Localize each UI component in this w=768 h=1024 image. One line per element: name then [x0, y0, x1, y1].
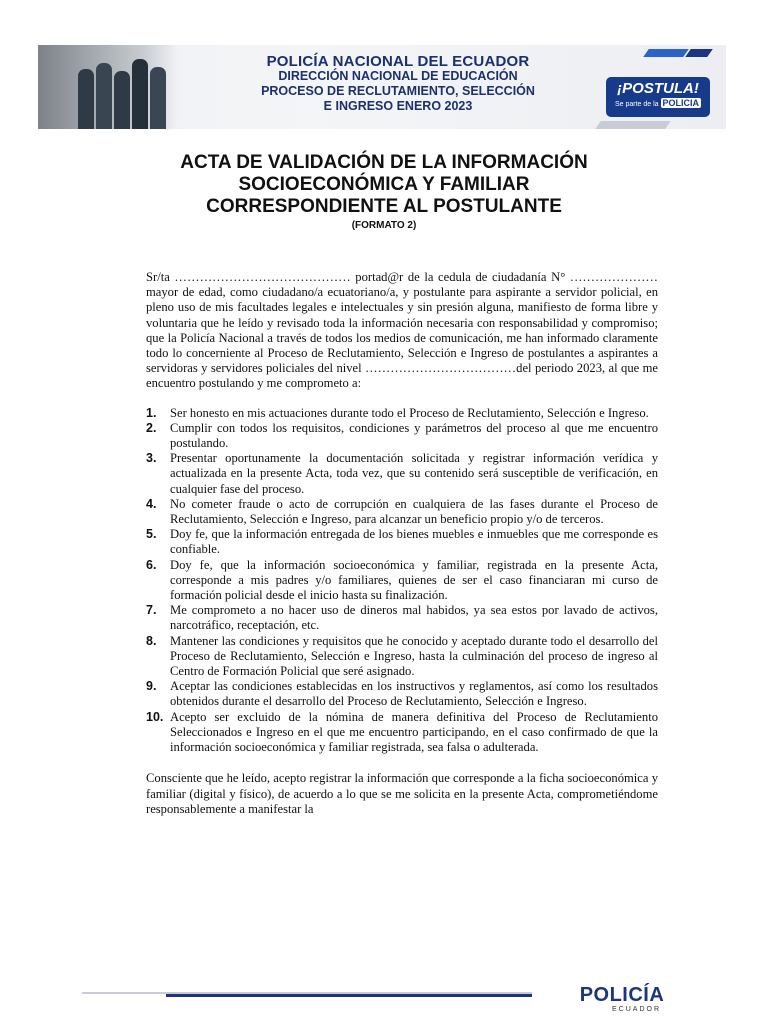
item-number: 7. — [146, 603, 157, 618]
header-titles — [208, 54, 588, 114]
item-text: Mantener las condiciones y requisitos que he conocido y aceptado durante todo el desarrollo del Proceso de Reclutamiento, Selección e Ingreso, hasta la culminación del proceso de ingreso al Centro de Formación Policial que seré asignado. — [170, 633, 658, 679]
item-text: Me comprometo a no hacer uso de dineros mal habidos, ya sea estos por lavado de activos, narcotráfico, receptación, etc. — [170, 603, 658, 633]
item-number: 6. — [146, 557, 157, 572]
list-item — [146, 558, 658, 604]
list-item — [146, 451, 658, 497]
item-text: Cumplir con todos los requisitos, condiciones y parámetros del proceso al que me encuentro postulando. — [170, 420, 658, 451]
badge-sub-text: Se parte de la — [614, 101, 659, 108]
footer-divider-accent — [166, 994, 532, 997]
closing-paragraph: Consciente que he leído, acepto registrar la información que corresponde a la ficha socioeconómica y familiar (digital y físico), de acuerdo a lo que se me solicita en la presente Acta, comprometiéndome responsablemente a manifestar la — [146, 771, 658, 816]
logo-text: POLICÍA — [579, 984, 665, 1006]
title-line-2: SOCIOECONÓMICA Y FAMILIAR — [238, 174, 530, 195]
header-line-1: POLICÍA NACIONAL DEL ECUADOR — [266, 53, 530, 70]
officers-photo — [38, 45, 178, 129]
item-text: No cometer fraude o acto de corrupción en cualquiera de las fases durante el Proceso de Reclutamiento, Selección e Ingreso, para alcanzar un beneficio propio y/o de terceros. — [170, 496, 658, 527]
decor-stripe — [595, 121, 671, 129]
list-item — [146, 421, 658, 451]
list-item — [146, 679, 658, 709]
item-text: Doy fe, que la información entregada de los bienes muebles e inmuebles que me corresponde es confiable. — [170, 527, 658, 557]
commitments-list — [146, 406, 658, 756]
item-number: 3. — [146, 451, 157, 466]
item-number: 5. — [146, 527, 157, 542]
list-item — [146, 497, 658, 527]
badge-brand: POLICIA — [662, 98, 700, 108]
item-number: 1. — [146, 405, 157, 420]
item-text: Presentar oportunamente la documentación solicitada y registrar información verídica y actualizada en la presente Acta, toda vez, que su contenido será susceptible de verificación, en cualquier fase del proceso. — [170, 451, 658, 496]
format-label: (FORMATO 2) — [351, 220, 417, 231]
item-text: Aceptar las condiciones establecidas en los instructivos y reglamentos, así como los resultados obtenidos durante el desarrollo del Proceso de Reclutamiento, Selección e Ingreso. — [170, 679, 658, 709]
document-body — [146, 270, 658, 817]
intro-paragraph: Sr/ta …………………………………… portad@r de la cedula de ciudadanía N° …………………mayor de edad, como ciudadano/a ecuatoriano/a, y postulante para aspirante a servidor policial, en pleno uso de mis facultades legales e intelectuales y sin presión alguna, manifiesto de forma libre y voluntaria que he leído y revisado toda la información necesaria con responsabilidad y compromiso; que la Policía Nacional a través de todos los medios de comunicación, me han informado claramente todo lo concerniente al Proceso de Reclutamiento, Selección e Ingreso de postulantes a aspirantes a servidoras y servidores policiales del nivel ………………………………del periodo 2023, al que me encuentro postulando y me comprometo a: — [146, 270, 658, 391]
decor-stripe — [685, 49, 713, 57]
item-number: 9. — [146, 679, 157, 694]
title-line-3: CORRESPONDIENTE AL POSTULANTE — [206, 196, 562, 217]
badge-subtitle — [606, 98, 710, 108]
list-item — [146, 710, 658, 756]
logo-subtext: ECUADOR — [612, 1006, 662, 1013]
item-number: 8. — [146, 633, 157, 648]
item-text: Ser honesto en mis actuaciones durante todo el Proceso de Reclutamiento, Selección e Ingreso. — [170, 405, 649, 420]
item-number: 10. — [146, 709, 164, 724]
postula-badge — [606, 77, 710, 117]
list-item — [146, 527, 658, 557]
list-item — [146, 603, 658, 633]
list-item — [146, 634, 658, 680]
item-text: Doy fe, que la información socioeconómica y familiar, registrada en la presente Acta, corresponde a mis padres y/o familiares, quienes de ser el caso financiaran mi curso de formación policial desde el inicio hasta su finalización. — [170, 557, 658, 603]
list-item — [146, 406, 658, 421]
title-line-1: ACTA DE VALIDACIÓN DE LA INFORMACIÓN — [180, 152, 588, 173]
header-line-2: DIRECCIÓN NACIONAL DE EDUCACIÓN — [278, 69, 518, 83]
header-line-3: PROCESO DE RECLUTAMIENTO, SELECCIÓN — [261, 84, 535, 98]
item-text: Acepto ser excluido de la nómina de manera definitiva del Proceso de Reclutamiento Seleccionados e Ingreso en el que me encuentro participando, en el caso confirmado de que la información socioeconómica y familiar registrada, sea falsa o adulterada. — [170, 709, 658, 755]
policia-logo — [562, 984, 682, 1013]
badge-title: ¡POSTULA! — [617, 80, 699, 97]
item-number: 2. — [146, 420, 157, 435]
document-title — [120, 152, 648, 218]
header-banner — [38, 45, 726, 129]
item-number: 4. — [146, 496, 157, 511]
header-line-4: E INGRESO ENERO 2023 — [323, 99, 473, 113]
decor-stripe — [643, 49, 689, 57]
